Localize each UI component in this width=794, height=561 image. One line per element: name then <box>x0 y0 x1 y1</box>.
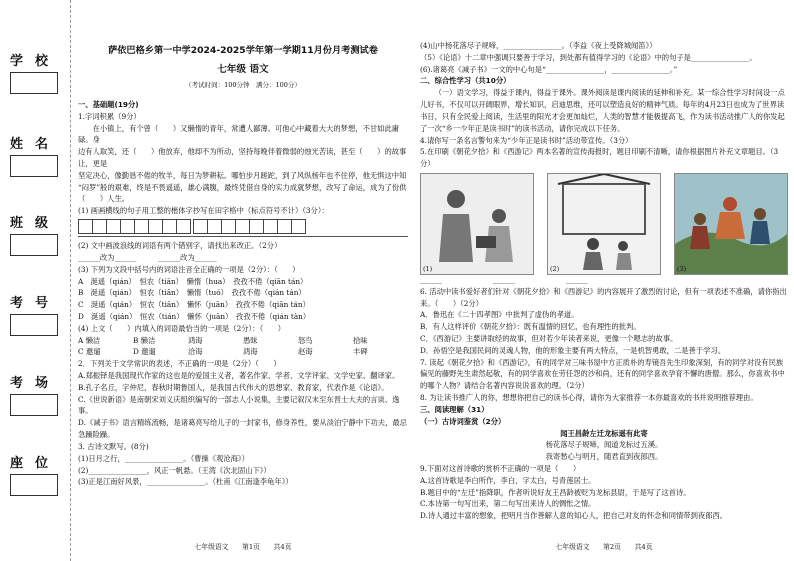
illustration-row <box>420 173 788 273</box>
question-8: 8. 为让读书推广人的你，想想你把自己的读书心得，请你为大家推荐一本你最喜欢的书并说明推荐理由。 <box>420 393 758 403</box>
exam-subtitle: 七年级 语文 <box>217 63 269 75</box>
passage-line: “闷罗”般的艰难，终是不畏遥遥，雄心满腹，最终凭借自身的实力成就梦想，改写了命运，成为了份供（ ）人生。 <box>78 182 407 204</box>
option: A.这首诗歌是李白所作，李白，字太白，号青莲居士。 <box>420 475 596 485</box>
class-box[interactable] <box>10 234 58 256</box>
seat-label: 座位 <box>10 456 61 471</box>
poem-title: 闻王昌龄左迁龙标遥有此寄 <box>560 428 648 438</box>
answer-fill[interactable]: ______改为______ ______改为______ <box>78 252 217 262</box>
name-label: 姓名 <box>10 137 61 152</box>
question-1-1: (1) 画画横线的句子用工整的楷体字抄写在田字格中（标点符号不计）（3分）： <box>78 206 329 216</box>
option: A．鲁迅在《二十四孝图》中批判了虚伪的孝道。 <box>420 310 579 320</box>
passage-line: 坚定决心，像勤恳不倦的牧羊，每日为梦耕耘。哪怕步月蹉跎，到了风纵杨年也不住停，他无惧这中知 <box>78 170 407 180</box>
illustration-3: (3) <box>674 173 788 275</box>
option: C．《西游记》主要讲取经的故事，但对若少年读者来说，更像一个嗯志的故事。 <box>420 334 678 343</box>
temple-scene-illustration-icon <box>548 174 660 274</box>
exam-room-label: 考场 <box>10 376 61 391</box>
option-row: C 邀遛 D 邀遛 洽诲 鸿诲 赵诲 丰碑 <box>78 347 368 357</box>
question-9: 9.下面对这首诗歌的赏析不正确的一项是（ ） <box>420 463 581 473</box>
option-row: A 懒洁 B 懒洁 鸿诲 愚昧 怒鸟 拾味 <box>78 335 368 345</box>
question-1-4: (4) 上文（ ）内填入的词语最恰当的一项是（2分）：（ ） <box>78 323 286 333</box>
passage-line: 边有人取笑，还（ ）他放弃，他却不为所动，坚持每晚伴着微弱的烛光苦读，甚至（ ）的故事让，更是 <box>78 147 407 169</box>
question-1-2: (2) 文中画波浪线的词语有两个错别字，请找出来改正。（2分） <box>78 241 282 251</box>
exam-number-label: 考号 <box>10 296 61 311</box>
question-3: 3. 古诗文默写。(8分) <box>78 441 149 451</box>
option: D.《减子书》语言精练流畅，是诸葛亮写给儿子的一封家书，修身养性，要从淡泊宁静中下功夫，最忌急躁险躁。 <box>78 418 407 440</box>
section-3-heading: 三、阅读理解（31） <box>420 404 489 414</box>
exam-title: 萨依巴格乡第一中学2024-2025学年第一学期11月份月考测试卷 <box>108 45 378 56</box>
exam-info: （考试时间：100分钟 满分：100分） <box>185 81 301 90</box>
fill-line[interactable]: （5）《论语》十二章中强调只要善于学习，到处都有值得学习的《论语》中的句子是________________。 <box>420 52 757 62</box>
illustration-1: (1) <box>420 173 534 275</box>
fill-line[interactable]: (4)山中杨花落尽子规啼，________________。（李益《夜上受降城闻笛》） <box>420 41 657 50</box>
exam-room-box[interactable] <box>10 394 58 416</box>
journey-west-illustration-icon <box>675 174 787 274</box>
option: B.题目中的“左迁”指降职，作者听说好友王昌龄被贬为龙标县尉，于是写了这首诗。 <box>420 487 691 497</box>
passage-line: 在小镇上，有个曾（ ）又懒惰的青年，常遭人鄙薄。可他心中藏着大大的梦想，不甘如此庸碌。身 <box>78 123 400 145</box>
fill-line[interactable]: (2)________________，风正一帆悬。（王湾《次北固山下》） <box>78 465 271 475</box>
option: D．孙悟空是我国民间的灵魂人物，他的形象主要有两大特点，一是机智勇敢，二是善于学习。 <box>420 345 726 355</box>
option: D.诗人通过丰富的想象，把明月当作善解人意的知心人，把自己对友的怀念和同情带到夜郎西。 <box>420 511 728 521</box>
option: B 涎遥（qián） 恒农（tiān） 懒惰（tuó） 孜孜不倦（qián tán） <box>78 288 306 298</box>
poem-line: 我寄愁心与明月，随君直到夜郎西。 <box>545 452 663 462</box>
school-box[interactable] <box>10 72 58 94</box>
question-1-3: (3) 下列为文段中括号内的词语注音全正确的一项是（2分）：（ ） <box>78 264 300 274</box>
fill-line[interactable]: (3)正是江南好风景，________________。（杜甫《江南逢李龟年》） <box>78 477 293 487</box>
option: B．有人这样评价《朝花夕拾》：既有温情的回忆，也有理性的批判。 <box>420 322 641 332</box>
school-label: 学校 <box>10 54 61 69</box>
exam-number-box[interactable] <box>10 314 58 336</box>
question-4: 4.请你写一条名言警句来为“少年正是读书时”活动带宣传。（3分） <box>420 135 633 145</box>
section-1-heading: 一、基础题(19分) <box>78 99 139 109</box>
option: D 涎遥（qián） 恒农（tián） 懒怀（juān） 孜孜不倦（qián tàn） <box>78 311 311 321</box>
grid-divider <box>78 236 408 237</box>
name-box[interactable] <box>10 155 58 177</box>
page-footer: 七年级语文 第1页 共4页 <box>194 543 292 551</box>
option: A.郑振铎是我国现代作家的这也是的爱国主义者，著名作家、学者、文学评家、文学史家、翻译家。 <box>78 371 400 381</box>
poem-line: 杨花落尽子规啼，闻道龙标过五溪。 <box>545 440 663 450</box>
fill-line[interactable]: (6).诸葛亮《减子书》一文的中心句是“________________，________________。” <box>420 64 678 74</box>
question-7: 7. 读起《朝花夕拾》和《西游记》，有的同学对三味书屋中方正质朴的寿镜吾先生印象深刻，有的同学对没有民族偏见的藤野先生肃然起敬，有的同学喜欢在劳任怨的沙和尚，还有的同学喜欢孕育不懈的唐僧。那么，你喜欢书中的哪个人物？请结合名著内容说说喜欢的理。（2分） <box>420 357 785 391</box>
option: A 涎遥（qián） 恒农（tiān） 懒惰（hua） 孜孜不倦（qiān tán） <box>78 276 308 286</box>
page-footer: 七年级语文 第2页 共4页 <box>555 543 653 551</box>
question-6: 6. 活动中读书爱好者们针对《朝花夕拾》和《西游记》的内容展开了激烈的讨论，但有一项表述不准确，请你指出来。（ ）（2分） <box>420 286 787 308</box>
writing-grid[interactable] <box>78 219 408 234</box>
seat-box[interactable] <box>10 474 58 496</box>
question-1: 1.字词积累（9分） <box>78 111 141 121</box>
exam-page-1 <box>78 0 408 561</box>
activity-intro: （一）语文学习，得益于课内，得益于课外。课外阅读是课内阅读的延伸和补充。某一综合性学习时间设一点儿好书，不仅可以开阔眼界，增长知识，启迪思维，还可以塑造良好的精神气质。每年的4月23日也成为了世界读书日，只有全民爱上阅读，生活里的阳光才会更加灿烂，人类的智慧才能极提高飞，作为读书活动推广人的你发起了一次“乡一少年正是读书时”的读书活动，请你完成以下任务。 <box>420 88 785 133</box>
class-label: 班级 <box>10 216 61 231</box>
teacher-student-illustration-icon <box>421 174 533 274</box>
illustration-2: (2) <box>547 173 661 275</box>
student-info-sidebar <box>0 0 71 561</box>
fill-line[interactable]: (1)日月之行，________________。（曹操《观沧海》） <box>78 453 249 463</box>
option: C.《世说新语》是南朝宋刘义庆组织编写的一部志人小说集，主要记叙汉末至东晋士大夫的言谈、逸事。 <box>78 394 400 416</box>
question-2: 2．下列关于文学常识的表述，不正确的一项是（2分）（ ） <box>78 359 281 369</box>
option: B.孔子名丘，字仲尼，春秋时期鲁国人，是我国古代伟大的思想家、教育家，代表作是《论语》。 <box>78 382 389 392</box>
question-5: 5.在印刷《朝花夕拾》和《西游记》两本名著的宣传海报时，题目印刷不清晰，请你根据图片补充文章题目。（3分） <box>420 147 779 169</box>
subsection-heading: （一）古诗词鉴赏（2分） <box>420 416 506 426</box>
answer-fill[interactable]: ______ ______ ______ <box>420 274 588 284</box>
option: C 涎遥（qián） 恒农（tiān） 懒怀（juān） 孜孜不倦（qiān tán） <box>78 300 310 310</box>
exam-page-2 <box>420 0 788 561</box>
section-2-heading: 二、综合性学习（共10分） <box>420 76 511 86</box>
option: C.本诗第一句写出来，第二句写出来诗人的惆怅之情。 <box>420 499 596 509</box>
